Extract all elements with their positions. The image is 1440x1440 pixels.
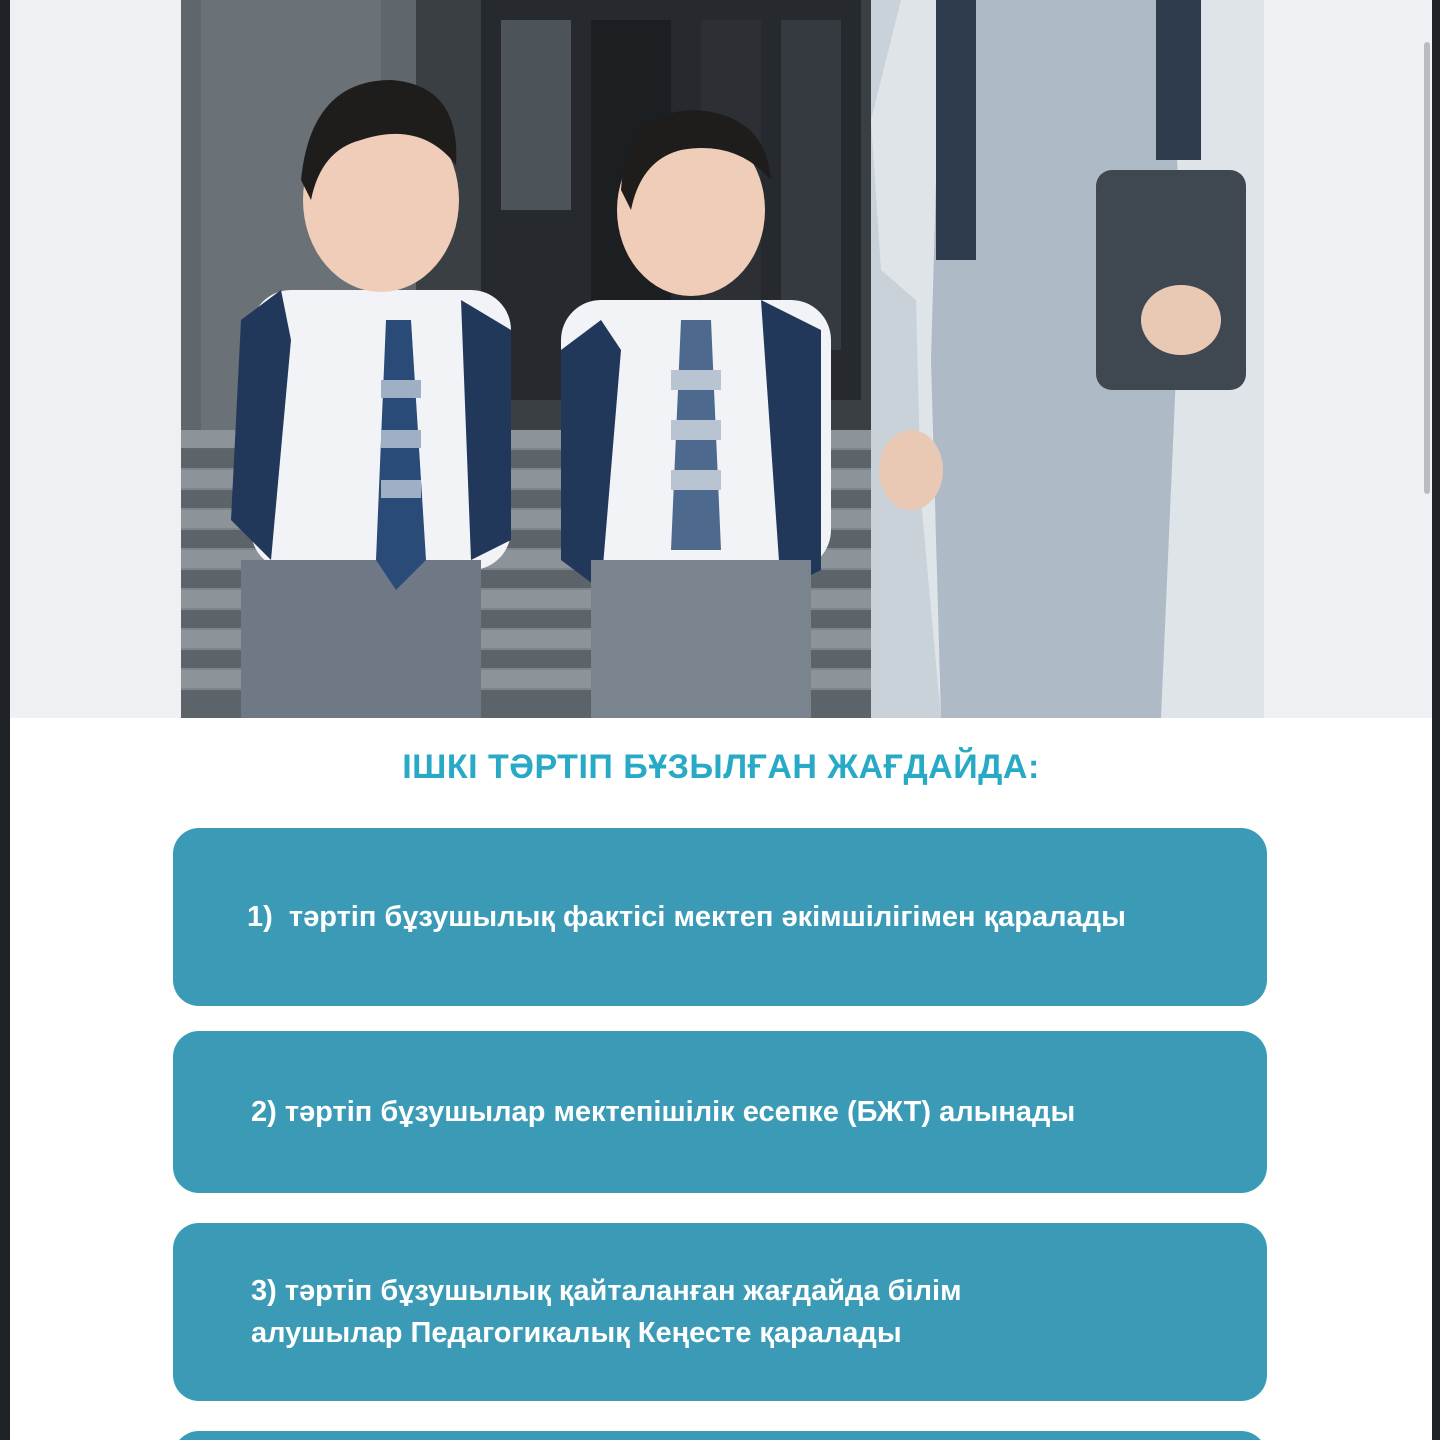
window-frame-right bbox=[1432, 0, 1440, 1440]
rule-card-2-text: 2) тәртіп бұзушылар мектепішілік есепке (БЖТ) алынады bbox=[251, 1096, 1076, 1128]
rule-card-3-text: 3) тәртіп бұзушылық қайталанған жағдайда білім алушылар Педагогикалық Кеңесте қаралады bbox=[251, 1275, 970, 1349]
rule-card-1-text: 1) тәртіп бұзушылық фактісі мектеп әкімшілігімен қаралады bbox=[247, 901, 1126, 933]
rule-card-4-partial bbox=[173, 1431, 1267, 1440]
rule-card-2 bbox=[173, 1031, 1267, 1193]
hero-photo-illustration bbox=[181, 0, 1264, 718]
page-content bbox=[10, 0, 1432, 1440]
scrollbar-thumb[interactable] bbox=[1424, 42, 1430, 494]
vertical-scrollbar[interactable] bbox=[1420, 0, 1432, 1440]
rule-card-3 bbox=[173, 1223, 1267, 1401]
section-heading: ІШКІ ТӘРТІП БҰЗЫЛҒАН ЖАҒДАЙДА: bbox=[402, 748, 1040, 786]
window-frame-left bbox=[0, 0, 10, 1440]
hero-photo bbox=[181, 0, 1264, 718]
rule-card-1 bbox=[173, 828, 1267, 1006]
